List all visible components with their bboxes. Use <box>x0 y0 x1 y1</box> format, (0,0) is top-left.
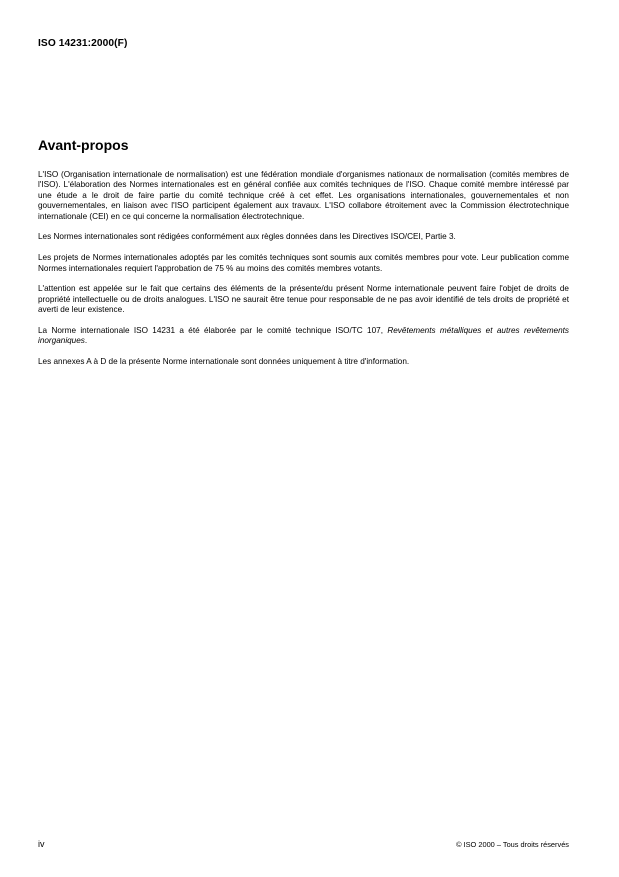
foreword-body <box>38 170 569 378</box>
committee-text-end: . <box>84 336 88 346</box>
paragraph-voting: Les projets de Normes internationales adoptés par les comités techniques sont soumis aux comités membres pour vote. Leur publication comme Normes internationales requiert l'approbation de 75 % au moins des comités membres votants. <box>38 253 569 273</box>
section-title: Avant-propos <box>38 137 129 153</box>
paragraph-directives: Les Normes internationales sont rédigées conformément aux règles données dans les Directives ISO/CEI, Partie 3. <box>38 232 456 242</box>
paragraph-patent-rights: L'attention est appelée sur le fait que certains des éléments de la présente/du présent Norme internationale peuvent faire l'objet de droits de propriété intellectuelle ou de droits analogues. L'ISO ne saurait être tenue pour responsable de ne pas avoir identifié de tels droits de propriété et averti de leur existence. <box>38 284 569 315</box>
committee-title: Revêtements métalliques et autres revêtements inorganiques <box>38 326 569 346</box>
copyright-notice: © ISO 2000 – Tous droits réservés <box>456 840 569 849</box>
paragraph-technical-committee <box>38 326 569 347</box>
paragraph-annexes: Les annexes A à D de la présente Norme internationale sont données uniquement à titre d'information. <box>38 357 410 367</box>
page-number: iv <box>38 839 45 849</box>
paragraph-iso-organisation: L'ISO (Organisation internationale de normalisation) est une fédération mondiale d'organismes nationaux de normalisation (comités membres de l'ISO). L'élaboration des Normes internationales est en général confiée aux comités techniques de l'ISO. Chaque comité membre intéressé par une étude a le droit de faire partie du comité technique créé à cet effet. Les organisations internationales, gouvernementales et non gouvernementales, en liaison avec l'ISO participent également aux travaux. L'ISO collabore étroitement avec la Commission électrotechnique internationale (CEI) en ce qui concerne la normalisation électrotechnique. <box>38 170 569 221</box>
committee-text: La Norme internationale ISO 14231 a été élaborée par le comité technique ISO/TC 107, <box>38 326 388 336</box>
document-id-header: ISO 14231:2000(F) <box>38 38 128 49</box>
